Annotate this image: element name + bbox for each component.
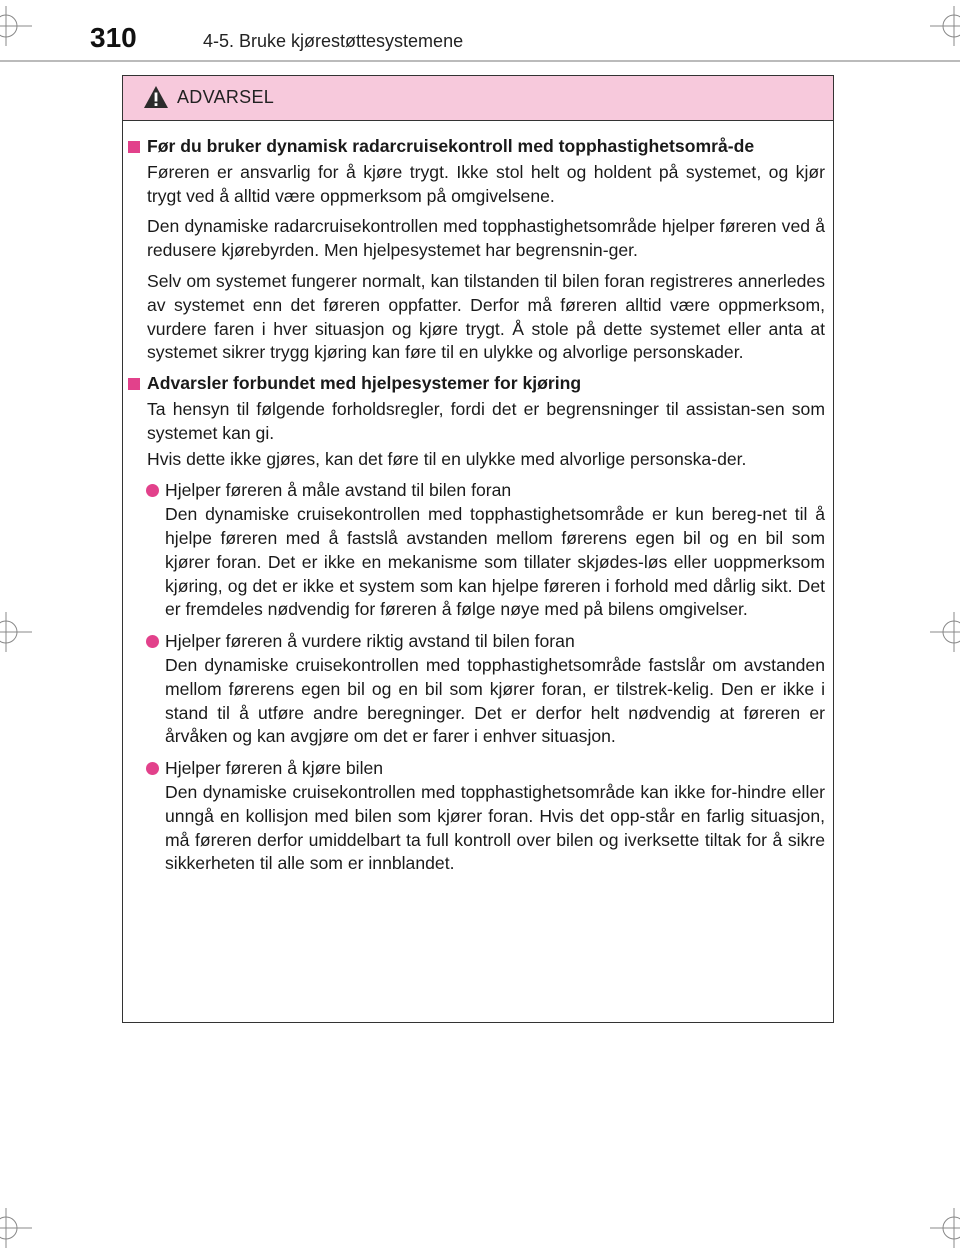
round-bullet-icon [146, 762, 159, 775]
warning-header [123, 76, 833, 121]
crop-mark-icon [930, 6, 960, 46]
page-number: 310 [90, 22, 137, 53]
list-item-title: Hjelper føreren å vurdere riktig avstand til bilen foran [165, 631, 575, 652]
paragraph: Ta hensyn til følgende forholdsregler, fordi det er begrensninger til assistan-sen som systemet kan gi. [147, 398, 825, 443]
list-item [128, 757, 825, 876]
crop-mark-icon [930, 1208, 960, 1248]
crop-mark-icon [0, 1208, 32, 1248]
section-heading-text: Før du bruker dynamisk radarcruisekontroll med topphastighetsområ-de [147, 136, 755, 156]
list-item [128, 479, 825, 622]
paragraph: Selv om systemet fungerer normalt, kan tilstanden til bilen foran registreres annerledes av systemet enn det føreren oppfatter. Derfor må føreren alltid være oppmerksom, vurdere faren i hver situasjon og kjøre trygt. Å stole på dette systemet eller anta at systemet sikrer trygg kjøring kan føre til en ulykke og alvorlige personskader. [147, 270, 825, 363]
section-heading [128, 372, 825, 396]
list-item-text: Den dynamiske cruisekontrollen med topphastighetsområde er kun bereg-net til å hjelpe føreren med å fastslå avstanden mellom førerens egen bil og en bil som kjører foran. Det er ikke en mekanisme som tillater skjødes-løs eller uoppmerksom kjøring, og det er ikke et system som kan hjelpe føreren i forhold med dårlig sikt. Det er fremdeles nødvendig for føreren å følge nøye med på bilens omgivelser. [165, 504, 825, 620]
crop-mark-icon [930, 612, 960, 652]
section-heading [128, 135, 825, 159]
section-title: 4-5. Bruke kjørestøttesystemene [203, 31, 464, 51]
round-bullet-icon [146, 484, 159, 497]
section-heading-text: Advarsler forbundet med hjelpesystemer for kjøring [147, 373, 582, 394]
square-bullet-icon [128, 141, 140, 153]
paragraph: Føreren er ansvarlig for å kjøre trygt. Ikke stol helt og holdent på systemet, og kjør trygt ved å alltid være oppmerksom på omgivelsene. [147, 161, 825, 206]
warning-section [128, 135, 825, 365]
warning-label: ADVARSEL [177, 87, 275, 107]
list-item-text: Den dynamiske cruisekontrollen med topphastighetsområde kan ikke for-hindre eller unngå en kollisjon med bilen som kjører foran. Hvis det opp-står en farlig situasjon, må føreren derfor umiddelbart ta full kontroll over bilen og iverksette tiltak for å sikre sikkerheten til alle som er innblandet. [165, 781, 825, 874]
warning-triangle-icon [143, 85, 169, 114]
crop-mark-icon [0, 6, 32, 46]
list-item-title: Hjelper føreren å kjøre bilen [165, 758, 384, 779]
round-bullet-icon [146, 635, 159, 648]
square-bullet-icon [128, 378, 140, 390]
crop-mark-icon [0, 612, 32, 652]
header-divider [0, 60, 960, 62]
list-item [128, 630, 825, 749]
list-item-title: Hjelper føreren å måle avstand til bilen foran [165, 480, 512, 501]
paragraph: Hvis dette ikke gjøres, kan det føre til en ulykke med alvorlige personska-der. [147, 448, 747, 469]
warning-body [123, 121, 833, 876]
warning-box [122, 75, 834, 1023]
paragraph: Den dynamiske radarcruisekontrollen med topphastighetsområde hjelper føreren ved å redusere kjørebyrden. Men hjelpesystemet har begrensnin-ger. [147, 216, 825, 261]
warning-section [128, 372, 825, 876]
list-item-text: Den dynamiske cruisekontrollen med topphastighetsområde fastslår om avstanden mellom førerens egen bil og en bil som kjører foran, er tilstrek-kelig. Den er ikke i stand til å utføre andre beregninger. Det er derfor helt nødvendig at føreren er årvåken og kan avgjøre om det er farer i enhver situasjon. [165, 654, 825, 747]
